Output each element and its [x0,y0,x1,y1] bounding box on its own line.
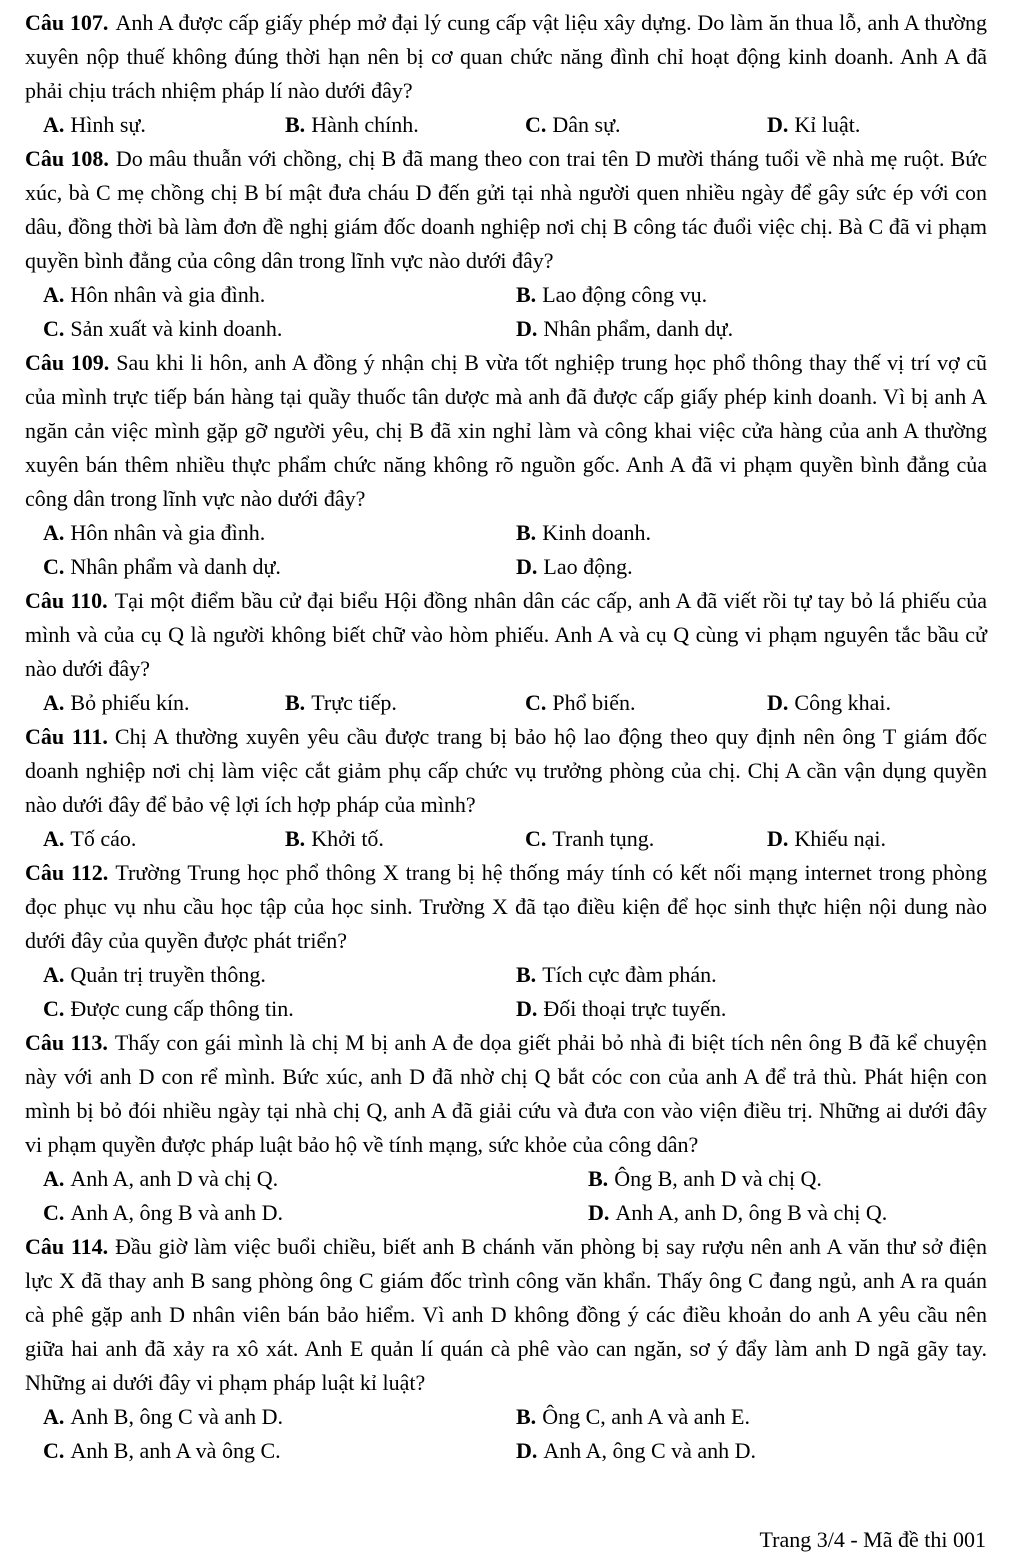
option-text: Lao động công vụ. [542,282,708,307]
question-body: Sau khi li hôn, anh A đồng ý nhận chị B vừa tốt nghiệp trung học phổ thông thay thế vị trí vợ cũ của mình trực tiếp bán hàng tại quầy thuốc tân dược mà anh đã được cấp giấy phép kinh doanh. Vì bị anh A ngăn cản việc mình gặp gỡ người yêu, chị B đã xin nghỉ làm và công khai việc cửa hàng của anh A thường xuyên bán thêm nhiều thực phẩm chức năng không rõ nguồn gốc. Anh A đã vi phạm quyền bình đẳng của công dân trong lĩnh vực nào dưới đây? [25,350,987,511]
option-c [525,822,767,856]
option-text: Lao động. [543,554,633,579]
question-text [25,720,987,822]
option-letter: A. [43,112,65,137]
option-c [43,992,516,1026]
options-grid [25,278,987,346]
option-c [525,686,767,720]
page-number-label: Trang 3/4 - Mã đề thi 001 [759,1527,986,1552]
option-text: Hình sự. [70,112,146,137]
page-footer [759,1526,986,1554]
option-a [43,1162,588,1196]
option-text: Bỏ phiếu kín. [70,690,190,715]
option-text: Anh A, anh D và chị Q. [70,1166,279,1191]
question-number: Câu 111. [25,724,108,749]
option-c [525,108,767,142]
question-text [25,346,987,516]
option-text: Khiếu nại. [794,826,887,851]
option-text: Ông C, anh A và anh E. [542,1404,750,1429]
option-text: Anh B, anh A và ông C. [70,1438,281,1463]
option-d [767,108,987,142]
option-letter: D. [767,690,789,715]
question-113 [25,1026,987,1230]
option-d [588,1196,987,1230]
options-grid [25,1400,987,1468]
question-body: Thấy con gái mình là chị M bị anh A đe dọa giết phải bỏ nhà đi biệt tích nên ông B đã kể chuyện này với anh D con rể mình. Bức xúc, anh D đã nhờ chị Q bắt cóc con của anh A để trả thù. Phát hiện con mình bị bỏ đói nhiều ngày tại nhà chị Q, anh A đã giải cứu và đưa con vào viện điều trị. Những ai dưới đây vi phạm quyền được pháp luật bảo hộ về tính mạng, sức khỏe của công dân? [25,1030,987,1157]
question-number: Câu 112. [25,860,109,885]
option-letter: B. [588,1166,609,1191]
option-text: Anh A, ông B và anh D. [70,1200,284,1225]
option-letter: D. [767,826,789,851]
option-letter: A. [43,520,65,545]
option-a [43,516,516,550]
option-c [43,1196,588,1230]
options-row [25,686,987,720]
option-letter: D. [588,1200,610,1225]
option-text: Trực tiếp. [311,690,397,715]
question-body: Tại một điểm bầu cử đại biểu Hội đồng nhân dân các cấp, anh A đã viết rồi tự tay bỏ lá phiếu của mình và của cụ Q là người không biết chữ vào hòm phiếu. Anh A và cụ Q cùng vi phạm nguyên tắc bầu cử nào dưới đây? [25,588,987,681]
option-text: Kỉ luật. [794,112,861,137]
option-text: Hành chính. [311,112,419,137]
question-114 [25,1230,987,1468]
option-text: Anh A, ông C và anh D. [543,1438,757,1463]
question-112 [25,856,987,1026]
option-text: Tranh tụng. [552,826,655,851]
option-letter: C. [43,316,65,341]
option-b [516,958,987,992]
option-text: Khởi tố. [311,826,384,851]
option-text: Phổ biến. [552,690,636,715]
question-number: Câu 108. [25,146,109,171]
option-text: Nhân phẩm, danh dự. [543,316,734,341]
option-letter: C. [525,826,547,851]
option-letter: A. [43,690,65,715]
option-text: Dân sự. [552,112,621,137]
option-d [767,686,987,720]
option-text: Anh A, anh D, ông B và chị Q. [615,1200,888,1225]
options-row [25,108,987,142]
option-letter: A. [43,826,65,851]
option-a [43,278,516,312]
option-text: Hôn nhân và gia đình. [70,520,266,545]
options-row [25,822,987,856]
question-text [25,1026,987,1162]
option-a [43,1400,516,1434]
question-body: Trường Trung học phổ thông X trang bị hệ thống máy tính có kết nối mạng internet trong phòng đọc phục vụ nhu cầu học tập của học sinh. Trường X đã tạo điều kiện để học sinh thực hiện nội dung nào dưới đây của quyền được phát triển? [25,860,987,953]
option-text: Đối thoại trực tuyến. [543,996,727,1021]
option-letter: B. [516,282,537,307]
option-letter: D. [516,554,538,579]
question-111 [25,720,987,856]
option-letter: C. [43,996,65,1021]
option-letter: A. [43,282,65,307]
option-letter: A. [43,1166,65,1191]
question-text [25,584,987,686]
option-text: Kinh doanh. [542,520,651,545]
option-letter: D. [767,112,789,137]
option-c [43,550,516,584]
question-109 [25,346,987,584]
question-number: Câu 114. [25,1234,109,1259]
option-d [516,550,987,584]
option-b [516,1400,987,1434]
option-a [43,686,285,720]
option-letter: C. [525,112,547,137]
question-body: Do mâu thuẫn với chồng, chị B đã mang theo con trai tên D mười tháng tuổi về nhà mẹ ruột. Bức xúc, bà C mẹ chồng chị B bí mật đưa cháu D đến gửi tại nhà người quen nhiều ngày để gây sức ép với con dâu, đồng thời bà làm đơn đề nghị giám đốc doanh nghiệp nơi chị B công tác đuổi việc chị. Bà C đã vi phạm quyền bình đẳng của công dân trong lĩnh vực nào dưới đây? [25,146,987,273]
option-letter: C. [43,1438,65,1463]
question-number: Câu 107. [25,10,109,35]
question-108 [25,142,987,346]
option-a [43,822,285,856]
option-text: Tích cực đàm phán. [542,962,717,987]
option-letter: D. [516,316,538,341]
option-text: Tố cáo. [70,826,137,851]
question-number: Câu 109. [25,350,110,375]
option-d [516,1434,987,1468]
options-grid [25,516,987,584]
question-text [25,856,987,958]
option-letter: B. [285,826,306,851]
option-text: Sản xuất và kinh doanh. [70,316,283,341]
option-d [516,992,987,1026]
option-letter: A. [43,1404,65,1429]
option-letter: A. [43,962,65,987]
question-number: Câu 110. [25,588,108,613]
option-text: Quản trị truyền thông. [70,962,266,987]
option-c [43,1434,516,1468]
option-text: Hôn nhân và gia đình. [70,282,266,307]
question-number: Câu 113. [25,1030,108,1055]
option-letter: B. [285,690,306,715]
option-text: Công khai. [794,690,891,715]
option-letter: B. [516,962,537,987]
option-letter: B. [285,112,306,137]
options-grid [25,958,987,1026]
option-text: Anh B, ông C và anh D. [70,1404,284,1429]
option-letter: C. [43,1200,65,1225]
question-text [25,6,987,108]
option-c [43,312,516,346]
option-d [767,822,987,856]
option-letter: C. [525,690,547,715]
question-body: Chị A thường xuyên yêu cầu được trang bị bảo hộ lao động theo quy định nên ông T giám đốc doanh nghiệp nơi chị làm việc cắt giảm phụ cấp chức vụ trưởng phòng của chị. Chị A cần vận dụng quyền nào dưới đây để bảo vệ lợi ích hợp pháp của mình? [25,724,988,817]
option-b [285,686,525,720]
question-body: Anh A được cấp giấy phép mở đại lý cung cấp vật liệu xây dựng. Do làm ăn thua lỗ, anh A thường xuyên nộp thuế không đúng thời hạn nên bị cơ quan chức năng đình chỉ hoạt động kinh doanh. Anh A đã phải chịu trách nhiệm pháp lí nào dưới đây? [25,10,988,103]
question-text [25,142,987,278]
question-110 [25,584,987,720]
option-d [516,312,987,346]
option-b [285,108,525,142]
option-letter: C. [43,554,65,579]
option-letter: D. [516,1438,538,1463]
option-letter: D. [516,996,538,1021]
option-letter: B. [516,1404,537,1429]
option-b [516,278,987,312]
question-text [25,1230,987,1400]
option-a [43,108,285,142]
option-b [588,1162,987,1196]
option-text: Được cung cấp thông tin. [70,996,294,1021]
option-letter: B. [516,520,537,545]
option-b [516,516,987,550]
question-body: Đầu giờ làm việc buổi chiều, biết anh B chánh văn phòng bị say rượu nên anh A văn thư sở điện lực X đã thay anh B sang phòng ông C giám đốc trình công văn khẩn. Thấy ông C đang ngủ, anh A ra quán cà phê gặp anh D nhân viên bán bảo hiểm. Vì anh D không đồng ý các điều khoản do anh A yêu cầu nên giữa hai anh đã xảy ra xô xát. Anh E quản lí quán cà phê vào can ngăn, sơ ý đẩy làm anh D ngã gãy tay. Những ai dưới đây vi phạm pháp luật kỉ luật? [25,1234,987,1395]
option-text: Ông B, anh D và chị Q. [614,1166,822,1191]
option-b [285,822,525,856]
question-107 [25,6,987,142]
option-text: Nhân phẩm và danh dự. [70,554,281,579]
options-grid [25,1162,987,1230]
option-a [43,958,516,992]
